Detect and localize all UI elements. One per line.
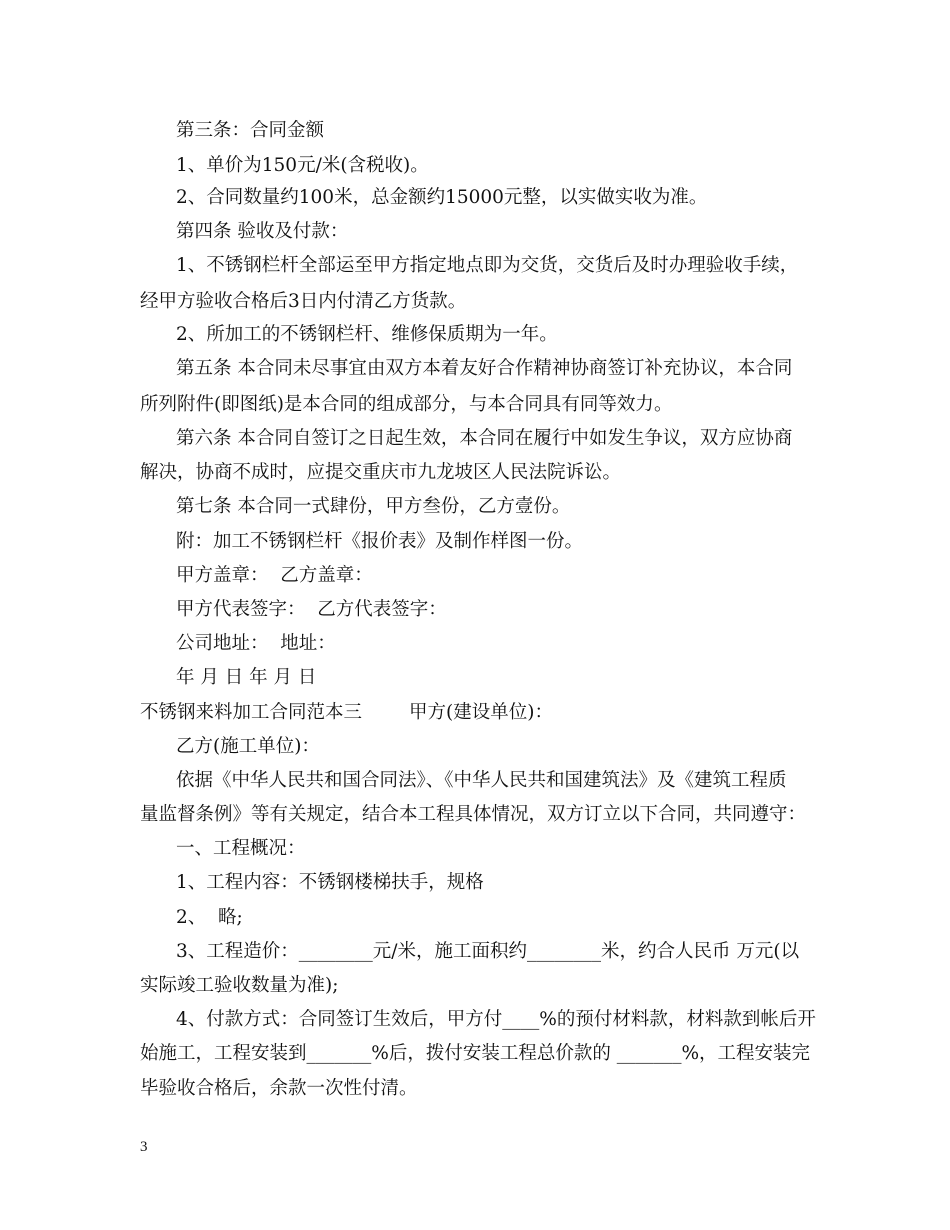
delivery-line-1: 1、不锈钢栏杆全部运至甲方指定地点即为交货，交货后及时办理验收手续， — [176, 255, 799, 276]
representative-signature-line: 甲方代表签字： 乙方代表签字： — [176, 599, 447, 620]
project-cost-line-1: 3、工程造价：________元/米，施工面积约________米，约合人民币 万元(以 — [176, 941, 800, 962]
date-line: 年 月 日 年 月 日 — [176, 667, 317, 688]
delivery-line-2: 经甲方验收合格后3日内付清乙方货款。 — [140, 291, 467, 312]
article-5-line-1: 第五条 本合同未尽事宜由双方本着友好合作精神协商签订补充协议，本合同 — [176, 358, 793, 379]
attachment-line: 附：加工不锈钢栏杆《报价表》及制作样图一份。 — [176, 531, 584, 552]
article-6-line-1: 第六条 本合同自签订之日起生效，本合同在履行中如发生争议，双方应协商 — [176, 428, 793, 449]
contract-3-title-line: 不锈钢来料加工合同范本三 甲方(建设单位)： — [140, 702, 553, 723]
article-3-heading: 第三条：合同金额 — [176, 120, 325, 141]
page-number: 3 — [140, 1139, 148, 1155]
project-cost-line-2: 实际竣工验收数量为准); — [140, 975, 339, 996]
omitted-line: 2、 略; — [176, 907, 243, 928]
project-content-line: 1、工程内容：不锈钢楼梯扶手，规格 — [176, 872, 484, 893]
party-b-line: 乙方(施工单位)： — [176, 736, 320, 757]
address-line: 公司地址： 地址： — [176, 633, 336, 654]
legal-basis-line-1: 依据《中华人民共和国合同法》、《中华人民共和国建筑法》及《建筑工程质 — [176, 770, 787, 791]
seal-line: 甲方盖章： 乙方盖章： — [176, 565, 373, 586]
article-7-line: 第七条 本合同一式肆份，甲方叁份，乙方壹份。 — [176, 496, 571, 517]
article-6-line-2: 解决，协商不成时，应提交重庆市九龙坡区人民法院诉讼。 — [140, 462, 622, 483]
payment-line-2: 始施工，工程安装到_______%后，拨付安装工程总价款的 _______%，工程安装完 — [140, 1043, 811, 1064]
warranty-line: 2、所加工的不锈钢栏杆、维修保质期为一年。 — [176, 324, 558, 345]
article-5-line-2: 所列附件(即图纸)是本合同的组成部分，与本合同具有同等效力。 — [140, 394, 673, 415]
payment-line-3: 毕验收合格后，余款一次性付清。 — [140, 1078, 418, 1099]
article-4-heading: 第四条 验收及付款： — [176, 221, 349, 242]
project-overview-heading: 一、工程概况： — [176, 838, 306, 859]
unit-price-line: 1、单价为150元/米(含税收)。 — [176, 155, 429, 176]
quantity-amount-line: 2、合同数量约100米，总金额约15000元整，以实做实收为准。 — [176, 187, 708, 208]
payment-line-1: 4、付款方式：合同签订生效后，甲方付____%的预付材料款，材料款到帐后开 — [176, 1009, 816, 1030]
legal-basis-line-2: 量监督条例》等有关规定，结合本工程具体情况，双方订立以下合同，共同遵守： — [140, 804, 807, 825]
